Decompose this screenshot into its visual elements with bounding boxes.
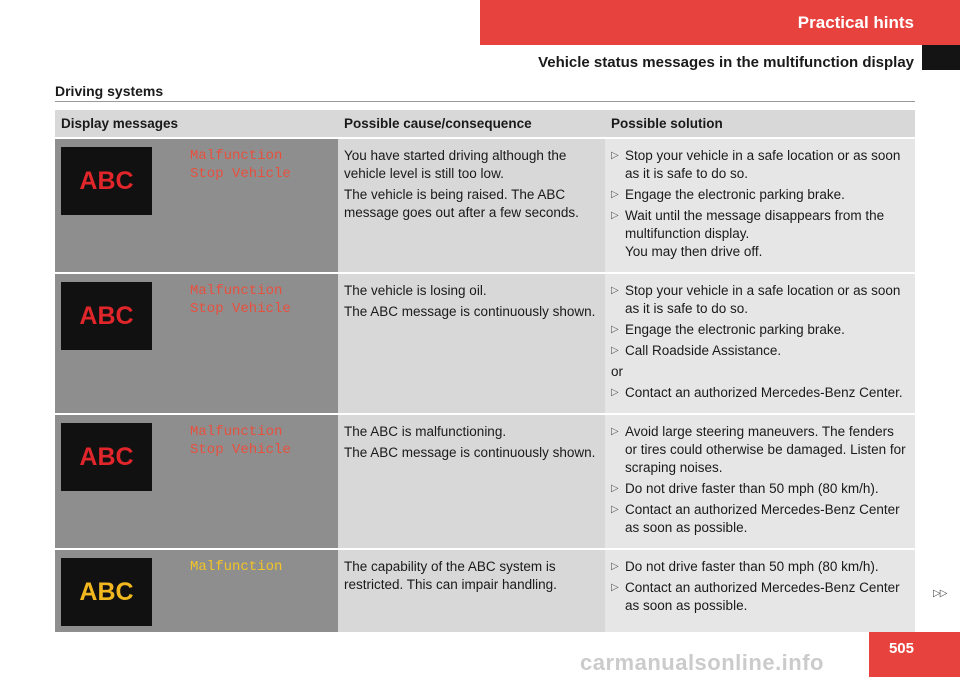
step-arrow-icon: ▷ — [611, 324, 619, 335]
solution-step-continuation — [611, 243, 909, 261]
solution-cell — [605, 414, 915, 549]
table-row — [55, 549, 915, 632]
step-arrow-icon: ▷ — [611, 582, 619, 593]
solution-text: Stop your vehicle in a safe location or as soon as it is safe to do so. — [625, 283, 901, 316]
solution-text: Engage the electronic parking brake. — [625, 187, 845, 202]
solution-cell — [605, 273, 915, 414]
cause-text: The capability of the ABC system is restricted. This can impair handling. — [344, 559, 557, 592]
page-number: 505 — [888, 640, 914, 657]
step-arrow-icon: ▷ — [611, 210, 619, 221]
step-arrow-icon: ▷ — [611, 285, 619, 296]
solution-text: Engage the electronic parking brake. — [625, 322, 845, 337]
lcd-message — [190, 147, 291, 183]
solution-cell — [605, 138, 915, 273]
abc-warning-icon: ABC — [61, 423, 152, 491]
solution-step — [611, 282, 909, 318]
cause-text: The ABC message is continuously shown. — [344, 445, 596, 460]
step-arrow-icon: ▷ — [611, 504, 619, 515]
header-display-messages: Display messages — [55, 110, 338, 138]
lcd-line: Stop Vehicle — [190, 166, 291, 182]
solution-text: Contact an authorized Mercedes-Benz Center as soon as possible. — [625, 502, 900, 535]
cause-cell — [338, 549, 605, 632]
page-subtitle: Vehicle status messages in the multifunction display — [538, 54, 914, 71]
abc-warning-icon: ABC — [61, 147, 152, 215]
lcd-message — [190, 423, 291, 459]
solution-text: Do not drive faster than 50 mph (80 km/h). — [625, 481, 879, 496]
group-heading: Driving systems — [55, 83, 164, 99]
lcd-line: Malfunction — [190, 559, 283, 575]
lcd-line: Malfunction — [190, 148, 283, 164]
continue-arrows-icon: ▷▷ — [933, 588, 947, 599]
solution-text: Do not drive faster than 50 mph (80 km/h). — [625, 559, 879, 574]
solution-step — [611, 384, 909, 402]
page-number-tab — [869, 632, 960, 677]
abc-warning-icon: ABC — [61, 558, 152, 626]
lcd-line: Malfunction — [190, 283, 283, 299]
solution-step — [611, 480, 909, 498]
solution-text: Avoid large steering maneuvers. The fenders or tires could otherwise be damaged. Listen for scraping noises. — [625, 424, 906, 475]
cause-cell — [338, 273, 605, 414]
heading-rule — [55, 101, 915, 102]
cause-text: The vehicle is losing oil. — [344, 283, 487, 298]
watermark: carmanualsonline.info — [580, 650, 824, 675]
table-row — [55, 273, 915, 414]
table-row — [55, 414, 915, 549]
cause-text: The ABC is malfunctioning. — [344, 424, 507, 439]
table-row — [55, 138, 915, 273]
solution-text: Call Roadside Assistance. — [625, 343, 782, 358]
step-arrow-icon: ▷ — [611, 561, 619, 572]
solution-step — [611, 207, 909, 243]
cause-text: The vehicle is being raised. The ABC message goes out after a few seconds. — [344, 187, 579, 220]
step-arrow-icon: ▷ — [611, 387, 619, 398]
solution-step — [611, 321, 909, 339]
solution-step — [611, 342, 909, 360]
header-possible-cause: Possible cause/consequence — [338, 110, 605, 138]
solution-cell — [605, 549, 915, 632]
solution-text: You may then drive off. — [625, 244, 763, 259]
step-arrow-icon: ▷ — [611, 345, 619, 356]
cause-cell — [338, 138, 605, 273]
abc-warning-icon: ABC — [61, 282, 152, 350]
section-title: Practical hints — [797, 13, 914, 32]
solution-step — [611, 186, 909, 204]
cause-cell — [338, 414, 605, 549]
solution-text: Wait until the message disappears from the multifunction display. — [625, 208, 885, 241]
lcd-message — [190, 558, 282, 576]
step-arrow-icon: ▷ — [611, 483, 619, 494]
messages-table — [55, 110, 915, 632]
table-header-row — [55, 110, 915, 138]
step-arrow-icon: ▷ — [611, 150, 619, 161]
step-arrow-icon: ▷ — [611, 189, 619, 200]
header-possible-solution: Possible solution — [605, 110, 915, 138]
solution-step — [611, 147, 909, 183]
solution-step — [611, 501, 909, 537]
lcd-line: Stop Vehicle — [190, 442, 291, 458]
lcd-line: Malfunction — [190, 424, 283, 440]
solution-text: Contact an authorized Mercedes-Benz Center as soon as possible. — [625, 580, 900, 613]
cause-text: The ABC message is continuously shown. — [344, 304, 596, 319]
display-message-cell — [55, 414, 338, 549]
lcd-message — [190, 282, 291, 318]
thumb-index-marker — [922, 45, 960, 70]
solution-text: Contact an authorized Mercedes-Benz Center. — [625, 385, 903, 400]
step-arrow-icon: ▷ — [611, 426, 619, 437]
display-message-cell — [55, 138, 338, 273]
solution-text: Stop your vehicle in a safe location or as soon as it is safe to do so. — [625, 148, 901, 181]
solution-step — [611, 423, 909, 477]
solution-step — [611, 579, 909, 615]
display-message-cell — [55, 549, 338, 632]
display-message-cell — [55, 273, 338, 414]
solution-connector: or — [611, 364, 624, 379]
lcd-line: Stop Vehicle — [190, 301, 291, 317]
solution-step — [611, 558, 909, 576]
cause-text: You have started driving although the vehicle level is still too low. — [344, 148, 567, 181]
